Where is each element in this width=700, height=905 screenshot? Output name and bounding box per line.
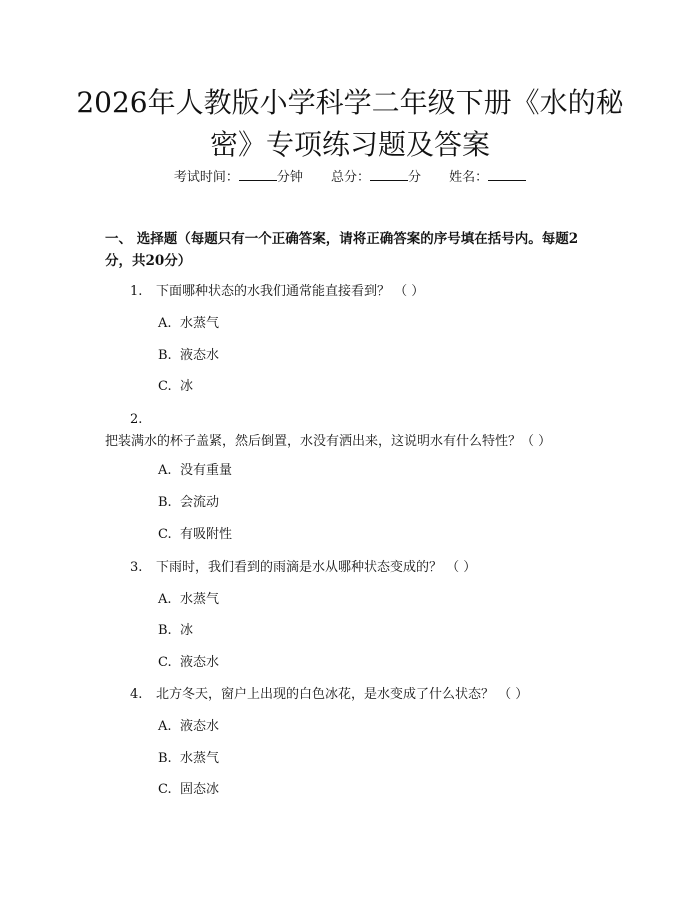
option-letter: A. [158, 463, 172, 478]
option-text: 液态水 [180, 348, 220, 363]
student-name-blank [488, 168, 526, 181]
question-text: 北方冬天，窗户上出现的白色冰花，是水变成了什么状态？ （ ） [156, 687, 529, 702]
option-3c [158, 653, 219, 673]
option-text: 水蒸气 [180, 751, 220, 766]
option-text: 冰 [180, 379, 194, 394]
total-score-unit: 分 [408, 170, 422, 185]
question-text: 把装满水的杯子盖紧，然后倒置，水没有洒出来，这说明水有什么特性？（ ） [105, 434, 552, 449]
option-2b [158, 493, 219, 513]
student-name-label: 姓名： [449, 170, 489, 185]
option-text: 冰 [180, 623, 194, 638]
option-text: 液态水 [180, 655, 220, 670]
exam-info-line [0, 168, 700, 188]
option-letter: C. [158, 782, 172, 797]
total-score-field [331, 168, 421, 188]
option-letter: B. [158, 623, 172, 638]
question-number: 3. [130, 560, 143, 575]
question-number: 4. [130, 687, 143, 702]
option-letter: A. [158, 592, 172, 607]
option-letter: B. [158, 348, 172, 363]
option-1b [158, 346, 219, 366]
option-1a [158, 314, 219, 334]
exam-time-field [174, 168, 303, 188]
option-letter: C. [158, 379, 172, 394]
option-letter: A. [158, 316, 172, 331]
option-letter: B. [158, 751, 172, 766]
question-text: 下雨时，我们看到的雨滴是水从哪种状态变成的？ （ ） [156, 560, 477, 575]
option-letter: C. [158, 655, 172, 670]
option-4a [158, 717, 219, 737]
option-4b [158, 749, 219, 769]
document-title: 2026年人教版小学科学二年级下册《水的秘密》专项练习题及答案 [76, 86, 624, 161]
student-name-field [449, 168, 526, 188]
exam-time-unit: 分钟 [276, 170, 303, 185]
option-letter: B. [158, 495, 172, 510]
question-number: 2. [130, 412, 143, 427]
question-text: 下面哪种状态的水我们通常能直接看到？ （ ） [156, 284, 425, 299]
option-letter: C. [158, 527, 172, 542]
total-score-blank [370, 168, 408, 181]
option-text: 液态水 [180, 719, 220, 734]
option-text: 会流动 [180, 495, 220, 510]
option-3a [158, 590, 219, 610]
option-1c [158, 377, 193, 397]
question-2 [105, 409, 600, 453]
option-text: 有吸附性 [180, 527, 233, 542]
option-text: 水蒸气 [180, 316, 220, 331]
total-score-label: 总分： [330, 170, 370, 185]
option-3b [158, 621, 193, 641]
exam-time-blank [239, 168, 277, 181]
question-4 [105, 684, 600, 706]
exam-time-label: 考试时间： [173, 170, 239, 185]
option-text: 水蒸气 [180, 592, 220, 607]
question-number: 1. [130, 284, 143, 299]
option-2a [158, 461, 232, 481]
option-4c [158, 780, 219, 800]
question-1 [105, 281, 600, 303]
option-text: 没有重量 [180, 463, 233, 478]
question-3 [105, 557, 600, 579]
option-2c [158, 525, 232, 545]
option-letter: A. [158, 719, 172, 734]
option-text: 固态冰 [180, 782, 220, 797]
section-heading: 一、 选择题（每题只有一个正确答案，请将正确答案的序号填在括号内。每题2分，共20分） [105, 231, 579, 269]
